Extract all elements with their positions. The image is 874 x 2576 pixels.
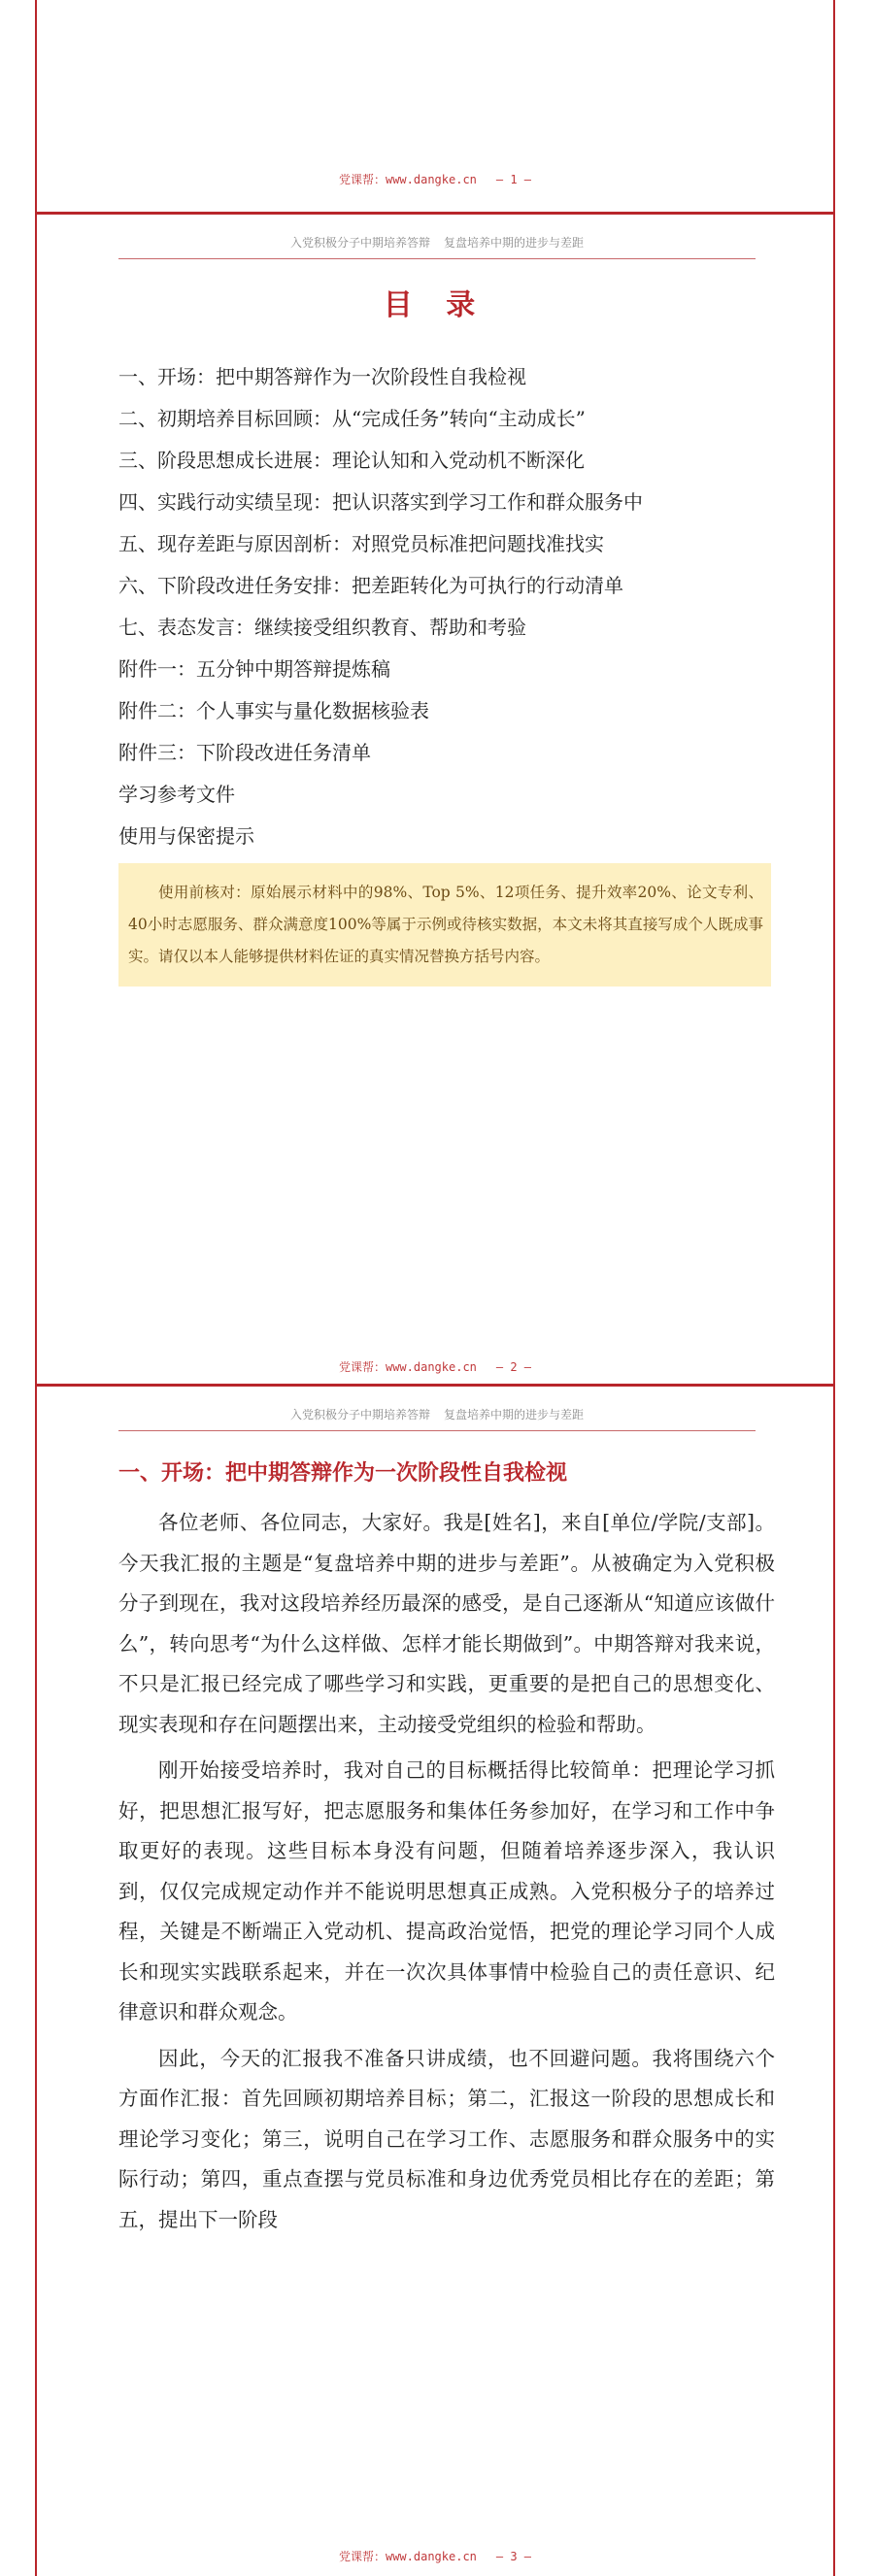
header-left: 入党积极分子中期培养答辩 [289,1408,430,1422]
header-left: 入党积极分子中期培养答辩 [289,236,430,250]
footer-site: 党课帮：www.dangke.cn [338,2550,477,2563]
page-number: — 2 — [495,1360,532,1374]
toc-item[interactable]: 一、开场：把中期答辩作为一次阶段性自我检视 [118,365,526,388]
page-number: — 3 — [495,2550,532,2563]
toc-item[interactable]: 三、阶段思想成长进展：理论认知和入党动机不断深化 [118,449,585,472]
page-footer [37,2548,833,2564]
page-2 [35,212,835,1384]
running-header [118,1406,756,1431]
page-footer [37,171,833,187]
toc-item[interactable]: 学习参考文件 [118,783,235,806]
toc-list [118,356,756,857]
section-body [118,1503,775,2240]
paragraph: 各位老师、各位同志，大家好。我是[姓名]，来自[单位/学院/支部]。今天我汇报的主题是“复盘培养中期的进步与差距”。从被确定为入党积极分子到现在，我对这段培养经历最深的感受，是自己逐渐从“知道应该做什么”，转向思考“为什么这样做、怎样才能长期做到”。中期答辩对我来说，不只是汇报已经完成了哪些学习和实践，更重要的是把自己的思想变化、现实表现和存在问题摆出来，主动接受党组织的检验和帮助。 [118,1511,775,1736]
page-number: — 1 — [495,173,532,186]
paragraph: 因此，今天的汇报我不准备只讲成绩，也不回避问题。我将围绕六个方面作汇报：首先回顾初期培养目标；第二，汇报这一阶段的思想成长和理论学习变化；第三，说明自己在学习工作、志愿服务和群众服务中的实际行动；第四，重点查摆与党员标准和身边优秀党员相比存在的差距；第五，提出下一阶段 [118,2046,775,2231]
footer-site: 党课帮：www.dangke.cn [338,173,477,186]
header-right: 复盘培养中期的进步与差距 [444,236,585,250]
section-heading: 一、开场：把中期答辩作为一次阶段性自我检视 [118,1461,568,1486]
toc-item[interactable]: 二、初期培养目标回顾：从“完成任务”转向“主动成长” [118,407,586,430]
usage-notice: 使用前核对：原始展示材料中的98%、Top 5%、12项任务、提升效率20%、论文专利、40小时志愿服务、群众满意度100%等属于示例或待核实数据，本文未将其直接写成个人既成事实。请仅以本人能够提供材料佐证的真实情况替换方括号内容。 [118,863,771,987]
toc-item[interactable]: 附件二：个人事实与量化数据核验表 [118,699,429,722]
toc-item[interactable]: 七、表态发言：继续接受组织教育、帮助和考验 [118,616,526,639]
page-3 [35,1384,835,2576]
paragraph: 刚开始接受培养时，我对自己的目标概括得比较简单：把理论学习抓好，把思想汇报写好，把志愿服务和集体任务参加好，在学习和工作中争取更好的表现。这些目标本身没有问题，但随着培养逐步深入，我认识到，仅仅完成规定动作并不能说明思想真正成熟。入党积极分子的培养过程，关键是不断端正入党动机、提高政治觉悟，把党的理论学习同个人成长和现实实践联系起来，并在一次次具体事情中检验自己的责任意识、纪律意识和群众观念。 [118,1758,775,2024]
toc-title: 目 录 [383,288,487,322]
toc-item[interactable]: 四、实践行动实绩呈现：把认识落实到学习工作和群众服务中 [118,490,643,514]
running-header [118,234,756,259]
toc-item[interactable]: 六、下阶段改进任务安排：把差距转化为可执行的行动清单 [118,574,623,597]
toc-item[interactable]: 附件一：五分钟中期答辩提炼稿 [118,657,390,681]
page-1 [35,0,835,212]
header-right: 复盘培养中期的进步与差距 [444,1408,585,1422]
toc-item[interactable]: 使用与保密提示 [118,824,254,848]
toc-item[interactable]: 附件三：下阶段改进任务清单 [118,741,371,764]
footer-site: 党课帮：www.dangke.cn [338,1360,477,1374]
page-footer [37,1358,833,1375]
toc-item[interactable]: 五、现存差距与原因剖析：对照党员标准把问题找准找实 [118,532,604,555]
